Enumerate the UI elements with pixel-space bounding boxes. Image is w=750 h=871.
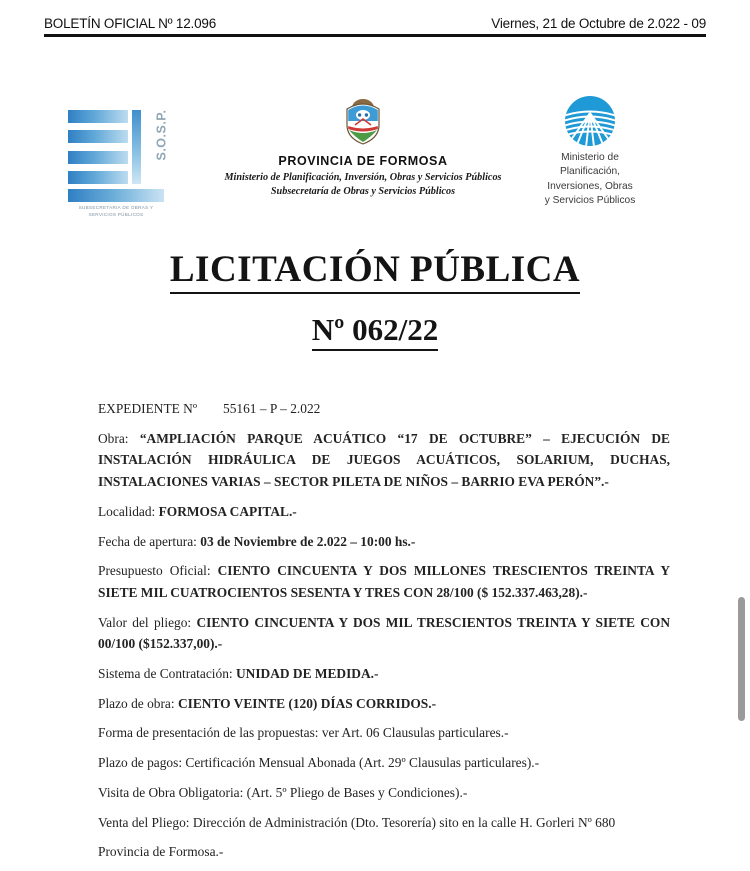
localidad-line (98, 501, 670, 523)
scrollbar-thumb[interactable] (738, 597, 745, 721)
ministry-subtitle-line1: Ministerio de Planificación, Inversión, Obras y Servicios Públicos (224, 172, 502, 183)
ministry-text-line4: y Servicios Públicos (544, 195, 636, 207)
header-row (44, 16, 706, 34)
sosp-caption-line1: SUBSECRETARIA DE OBRAS Y (78, 205, 154, 210)
plazo-pagos-line: Plazo de pagos: Certificación Mensual Abonada (Art. 29º Clausulas particulares).- (98, 755, 540, 771)
logos-band (0, 95, 750, 220)
valor-pliego-line (98, 612, 670, 655)
expediente-value: 55161 – P – 2.022 (223, 401, 321, 416)
ministry-wave-circle-icon (564, 95, 616, 147)
ministry-logo-text (525, 151, 655, 209)
valor-pliego-value: CIENTO CINCUENTA Y DOS MIL TRESCIENTOS TREINTA Y SIETE CON 00/100 ($152.337,00).- (98, 614, 671, 652)
sistema-contratacion-value: UNIDAD DE MEDIDA.- (235, 666, 379, 682)
sosp-acronym-text: S.O.S.P. (154, 109, 169, 161)
page-title-text: LICITACIÓN PÚBLICA (170, 249, 580, 294)
sosp-base-bar (68, 189, 164, 202)
sistema-contratacion-label: Sistema de Contratación: (98, 666, 233, 682)
forma-presentacion-line: Forma de presentación de las propuestas: ver Art. 06 Clausulas particulares.- (98, 725, 509, 741)
ministry-text-line1: Ministerio de (561, 152, 619, 163)
scrollbar-track[interactable] (734, 0, 750, 805)
formosa-shield-icon (341, 95, 385, 145)
fecha-apertura-value: 03 de Noviembre de 2.022 – 10:00 hs.- (200, 533, 416, 549)
sosp-vertical-bar (132, 110, 141, 184)
venta-pliego-line: Venta del Pliego: Dirección de Administración (Dto. Tesorería) sito en la calle H. Gorleri Nº 680 (98, 814, 616, 830)
ministry-text-line3: Inversiones, Obras (547, 180, 633, 192)
page-title (0, 248, 750, 291)
sosp-caption-line2: SERVICIOS PÚBLICOS (88, 211, 144, 217)
sosp-bar (68, 130, 128, 143)
expediente-label: EXPEDIENTE Nº (98, 401, 197, 416)
visita-obra-line: Visita de Obra Obligatoria: (Art. 5º Pliego de Bases y Condiciones).- (98, 784, 468, 800)
tender-details (98, 398, 670, 871)
sosp-bar (68, 171, 128, 184)
ministry-text-line2: Planificación, (559, 166, 621, 178)
tender-number-text: Nº 062/22 (312, 312, 438, 351)
tender-number (0, 312, 750, 348)
bulletin-title: BOLETÍN OFICIAL Nº 12.096 (44, 16, 216, 31)
ministry-subtitle-line2: Subsecretaría de Obras y Servicios Públicos (270, 185, 456, 197)
plazo-obra-value: CIENTO VEINTE (120) DÍAS CORRIDOS.- (177, 695, 437, 711)
bulletin-date: Viernes, 21 de Octubre de 2.022 - 09 (491, 16, 706, 31)
sosp-bar (68, 110, 128, 123)
province-block (198, 95, 528, 199)
localidad-label: Localidad: (98, 503, 156, 519)
presupuesto-label: Presupuesto Oficial: (98, 563, 211, 579)
provincia-line: Provincia de Formosa.- (98, 844, 224, 860)
sosp-logo-mark (68, 109, 169, 184)
fecha-apertura-label: Fecha de apertura: (98, 533, 197, 549)
ministry-subtitle (198, 171, 528, 199)
localidad-value: FORMOSA CAPITAL.- (158, 503, 297, 519)
sosp-bar (68, 151, 128, 164)
sosp-bars (68, 110, 128, 184)
header-divider (44, 34, 706, 37)
plazo-obra-line (98, 693, 670, 715)
sosp-caption (68, 205, 164, 218)
page-header (44, 16, 706, 37)
plazo-obra-label: Plazo de obra: (98, 695, 175, 711)
ministry-logo (525, 95, 655, 209)
presupuesto-value: CIENTO CINCUENTA Y DOS MILLONES TRESCIENTOS TREINTA Y SIETE MIL CUATROCIENTOS SESENTA Y TRES CON 28/100 ($ 152.337.463,28).- (98, 563, 670, 600)
expediente-line (98, 398, 670, 420)
presupuesto-line (98, 560, 670, 603)
valor-pliego-label: Valor del pliego: (98, 614, 192, 630)
sistema-contratacion-line (98, 663, 670, 685)
fecha-apertura-line (98, 531, 670, 553)
province-title: PROVINCIA DE FORMOSA (278, 154, 448, 168)
obra-line (98, 428, 670, 493)
obra-value: “AMPLIACIÓN PARQUE ACUÁTICO “17 DE OCTUBRE” – EJECUCIÓN DE INSTALACIÓN HIDRÁULICA DE JUEGOS ACUÁTICOS, SOLARIUM, DUCHAS, INSTALACIONES VARIAS – SECTOR PILETA DE NIÑOS – BARRIO EVA PERÓN”.- (98, 430, 670, 490)
sosp-logo (68, 109, 169, 218)
sosp-acronym (147, 109, 169, 184)
obra-label: Obra: (98, 430, 129, 446)
